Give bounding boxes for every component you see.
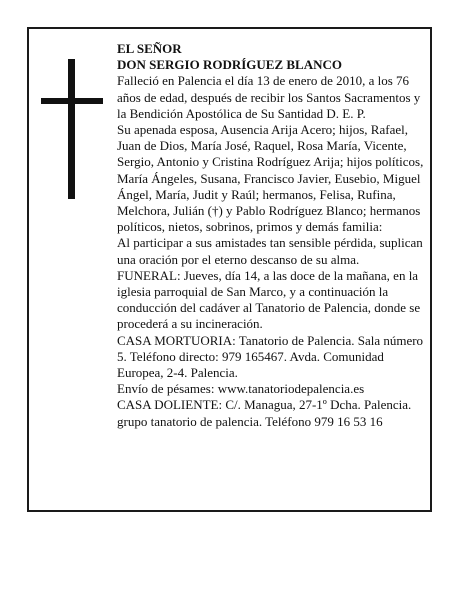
cross-horizontal-bar	[41, 98, 103, 104]
prayer-request: Al participar a sus amistades tan sensible pérdida, suplican una oración por el eterno descanso de su alma.	[117, 235, 423, 267]
family-list: Su apenada esposa, Ausencia Arija Acero; hijos, Rafael, Juan de Dios, María José, Raquel, Rosa María, Vicente, Sergio, Antonio y Cristina Rodríguez Arija; hijos políticos, María Ángeles, Susana, Francisco Javier, Eusebio, Miguel Ángel, María, Judit y Raúl; hermanos, Felisa, Rufina, Melchora, Julián (†) y Pablo Rodríguez Blanco; hermanos políticos, nietos, sobrinos, primos y demás familia:	[117, 122, 424, 235]
notice-title-line1: EL SEÑOR	[117, 41, 182, 56]
death-announcement: Falleció en Palencia el día 13 de enero de 2010, a los 76 años de edad, después de recibir los Santos Sacramentos y la Bendición Apostólica de Su Santidad D. E. P.	[117, 73, 421, 121]
obituary-notice	[27, 27, 432, 512]
cross-vertical-bar	[68, 59, 75, 199]
funeral-group-phone: grupo tanatorio de palencia. Teléfono 979 16 53 16	[117, 413, 383, 429]
condolences-website: Envío de pésames: www.tanatoriodepalencia.es	[117, 381, 365, 397]
notice-body	[117, 41, 425, 430]
family-home-address: CASA DOLIENTE: C/. Managua, 27-1º Dcha. Palencia.	[117, 397, 412, 413]
funeral-home-details: CASA MORTUORIA: Tanatorio de Palencia. Sala número 5. Teléfono directo: 979 165467. Avda. Comunidad Europea, 2-4. Palencia.	[117, 332, 424, 381]
latin-cross-icon	[41, 59, 103, 199]
funeral-details: FUNERAL: Jueves, día 14, a las doce de la mañana, en la iglesia parroquial de San Marco, y a continuación la conducción del cadáver al Tanatorio de Palencia, donde se procederá a su incineración.	[117, 267, 421, 332]
deceased-name: DON SERGIO RODRÍGUEZ BLANCO	[117, 57, 343, 73]
